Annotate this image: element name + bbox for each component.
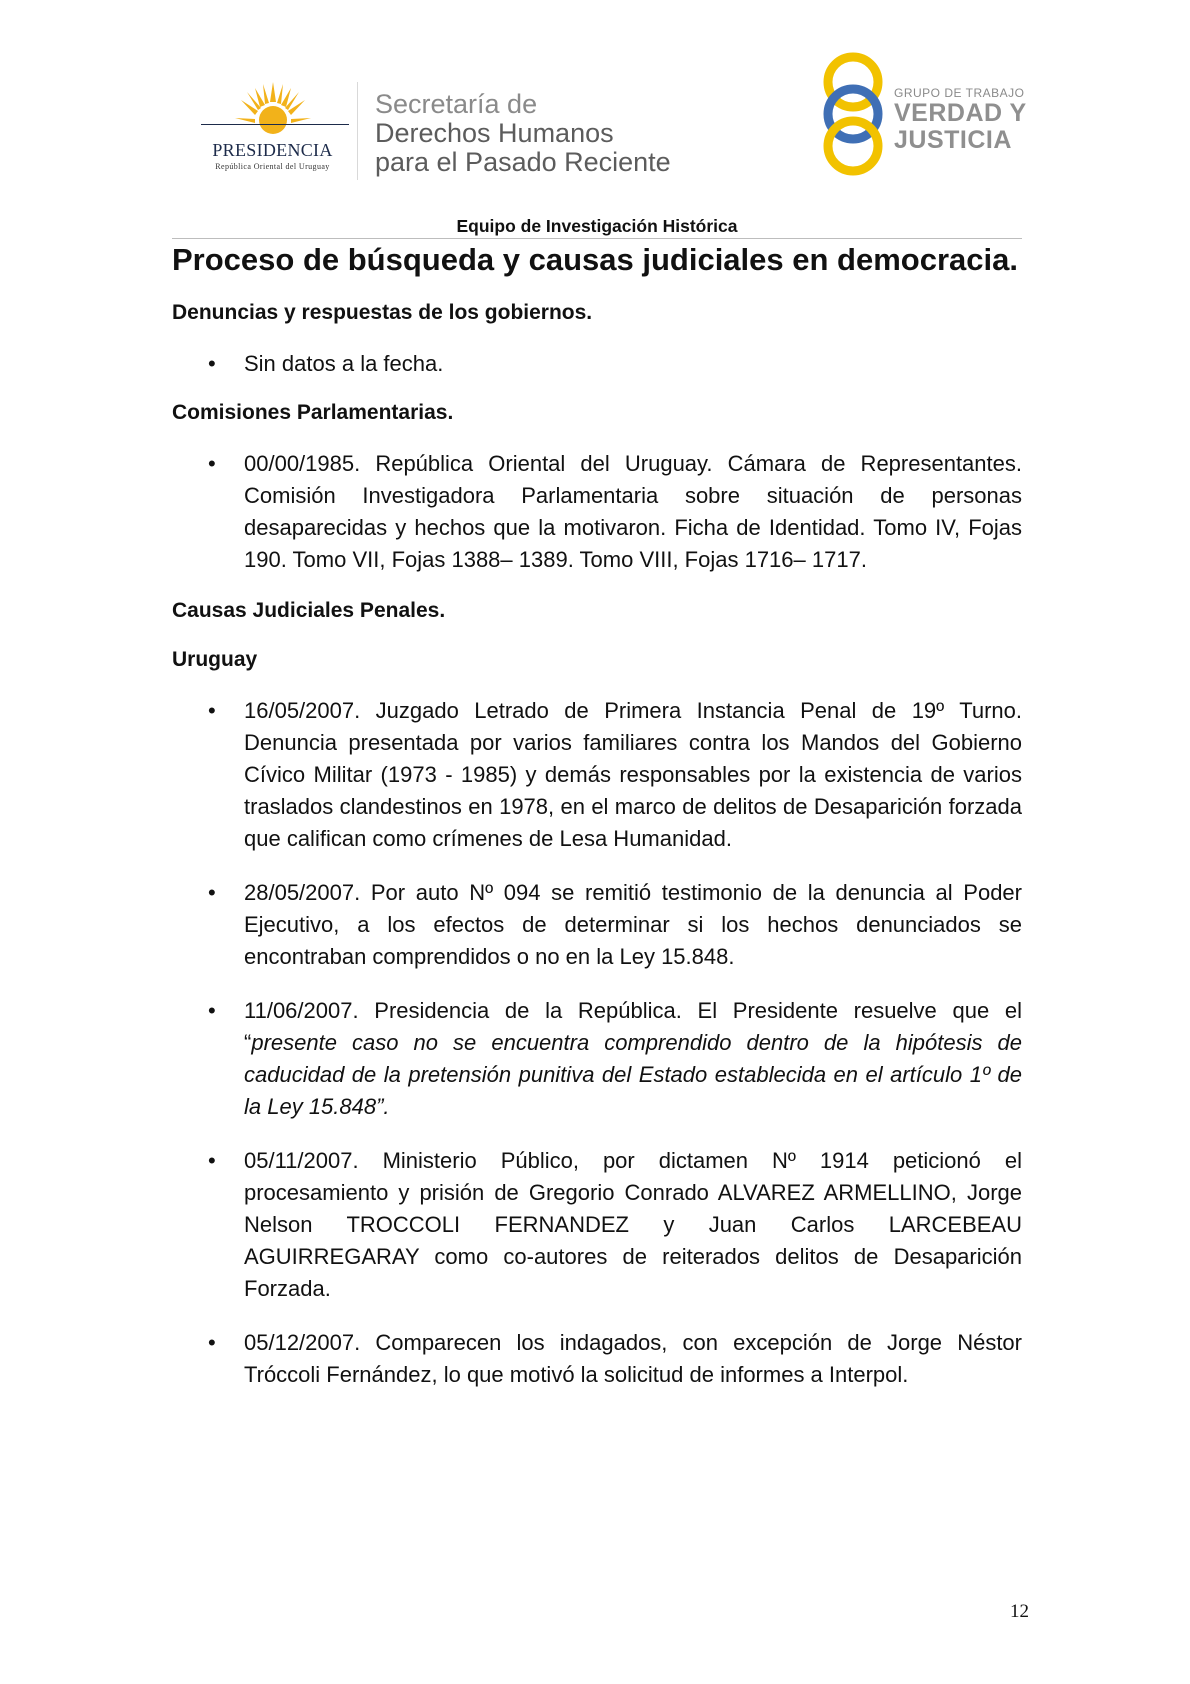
list-item <box>172 348 1022 380</box>
section-heading-denuncias: Denuncias y respuestas de los gobiernos. <box>172 301 593 324</box>
list-item-text: Sin datos a la fecha. <box>244 351 444 376</box>
section-heading-comisiones: Comisiones Parlamentarias. <box>172 401 454 424</box>
sun-icon <box>233 80 313 138</box>
grupo-trabajo-label: GRUPO DE TRABAJO <box>894 86 1025 100</box>
secretaria-line-2: Derechos Humanos <box>375 118 614 148</box>
denuncias-list <box>172 348 1022 380</box>
list-item-text: 11/06/2007. Presidencia de la República. El Presidente resuelve que el “ <box>244 998 1022 1055</box>
logo-divider-line <box>201 124 349 125</box>
section-heading-causas: Causas Judiciales Penales. <box>172 599 446 622</box>
bullet-icon: • <box>208 1148 216 1173</box>
rings-icon <box>818 52 888 176</box>
list-item-quote: presente caso no se encuentra comprendido dentro de la hipótesis de caducidad de la pretensión punitiva del Estado establecida en el artículo 1º de la Ley 15.848”. <box>244 1030 1022 1119</box>
verdad-justicia-logo <box>818 52 1038 182</box>
list-item <box>172 448 1022 576</box>
list-item-text: 05/11/2007. Ministerio Público, por dictamen Nº 1914 peticionó el procesamiento y prisión de Gregorio Conrado ALVAREZ ARMELLINO, Jorge Nelson TROCCOLI FERNANDEZ y Juan Carlos LARCEBEAU AGUIRREGARAY como co-autores de reiterados delitos de Desaparición Forzada. <box>244 1148 1022 1301</box>
header-rule <box>172 238 1022 239</box>
verdad-label: VERDAD Y <box>894 99 1027 127</box>
secretaria-logo-text <box>375 90 671 177</box>
list-item <box>172 995 1022 1123</box>
subheading-uruguay: Uruguay <box>172 648 258 671</box>
bullet-icon: • <box>208 698 216 723</box>
list-item <box>172 877 1022 973</box>
page-title: Proceso de búsqueda y causas judiciales en democracia. <box>172 242 1018 277</box>
presidencia-logo <box>195 80 350 180</box>
page-header <box>195 52 1035 182</box>
causas-list <box>172 695 1022 1391</box>
list-item-text: 28/05/2007. Por auto Nº 094 se remitió testimonio de la denuncia al Poder Ejecutivo, a los efectos de determinar si los hechos denunciados se encontraban comprendidos o no en la Ley 15.848. <box>244 880 1022 969</box>
document-body <box>172 241 1022 1391</box>
bullet-icon: • <box>208 451 216 476</box>
bullet-icon: • <box>208 351 216 376</box>
list-item <box>172 1327 1022 1391</box>
bullet-icon: • <box>208 998 216 1023</box>
list-item-text: 16/05/2007. Juzgado Letrado de Primera Instancia Penal de 19º Turno. Denuncia presentada por varios familiares contra los Mandos del Gobierno Cívico Militar (1973 - 1985) y demás responsables por la existencia de varios traslados clandestinos en 1978, en el marco de delitos de Desaparición forzada que califican como crímenes de Lesa Humanidad. <box>244 698 1022 851</box>
page-number: 12 <box>1010 1601 1029 1622</box>
secretaria-line-1: Secretaría de <box>375 89 538 119</box>
list-item-text: 05/12/2007. Comparecen los indagados, con excepción de Jorge Néstor Tróccoli Fernández, lo que motivó la solicitud de informes a Interpol. <box>244 1330 1022 1387</box>
list-item <box>172 695 1022 855</box>
presidencia-name: PRESIDENCIA <box>212 140 333 160</box>
presidencia-subtitle: República Oriental del Uruguay <box>215 162 330 171</box>
secretaria-line-3: para el Pasado Reciente <box>375 147 671 177</box>
list-item-text: 00/00/1985. República Oriental del Uruguay. Cámara de Representantes. Comisión Investigadora Parlamentaria sobre situación de personas desaparecidas y hechos que la motivaron. Ficha de Identidad. Tomo IV, Fojas 190. Tomo VII, Fojas 1388– 1389. Tomo VIII, Fojas 1716– 1717. <box>244 451 1022 572</box>
bullet-icon: • <box>208 880 216 905</box>
header-divider <box>357 82 358 180</box>
list-item <box>172 1145 1022 1305</box>
comisiones-list <box>172 448 1022 576</box>
justicia-label: JUSTICIA <box>894 126 1012 154</box>
verdad-justicia-text <box>894 87 1027 153</box>
team-title: Equipo de Investigación Histórica <box>456 216 738 236</box>
bullet-icon: • <box>208 1330 216 1355</box>
